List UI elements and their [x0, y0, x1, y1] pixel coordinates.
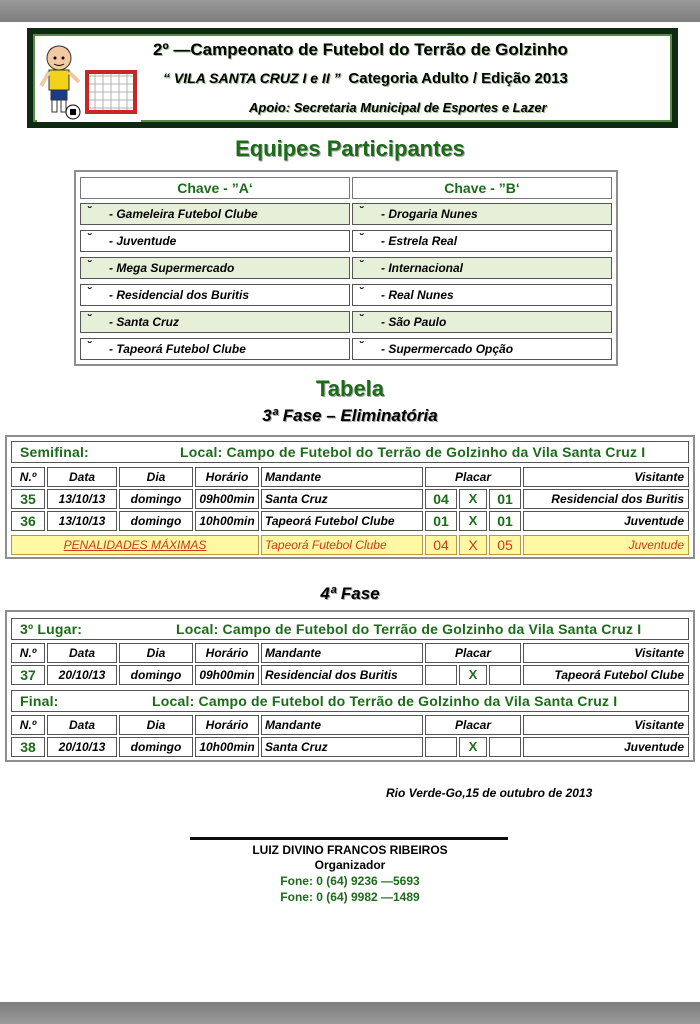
- col-num-header: N.º: [11, 643, 45, 663]
- col-score-header: Placar: [425, 467, 521, 487]
- penalties-home: Tapeorá Futebol Clube: [261, 535, 423, 555]
- team-name: - Supermercado Opção: [381, 342, 514, 356]
- championship-subtitle: [163, 70, 568, 87]
- team-cell-a: [80, 230, 350, 252]
- team-cell-a: [80, 311, 350, 333]
- team-cell-b: [352, 230, 612, 252]
- teams-title: Equipes Participantes: [235, 136, 465, 161]
- group-a-header: Chave - ”A‘: [80, 177, 350, 199]
- match-number: 35: [11, 489, 45, 509]
- team-cell-a: [80, 257, 350, 279]
- match-x: X: [459, 489, 487, 509]
- team-cell-b: [352, 284, 612, 306]
- match-time: 09h00min: [195, 489, 259, 509]
- phone-1: Fone: 0 (64) 9236 —5693: [280, 874, 420, 888]
- bullet-mark: ˘: [88, 285, 92, 299]
- col-home-header: Mandante: [261, 643, 423, 663]
- col-num-header: N.º: [11, 715, 45, 735]
- team-cell-b: [352, 311, 612, 333]
- team-name: - Juventude: [109, 234, 177, 248]
- match-date: 13/10/13: [47, 511, 117, 531]
- col-time-header: Horário: [195, 467, 259, 487]
- col-score-header: Placar: [425, 643, 521, 663]
- match-x: X: [459, 737, 487, 757]
- col-day-header: Dia: [119, 715, 193, 735]
- match-away-team: Residencial dos Buritis: [523, 489, 689, 509]
- bullet-mark: ˘: [88, 204, 92, 218]
- bullet-mark: ˘: [360, 258, 364, 272]
- bullet-mark: ˘: [360, 285, 364, 299]
- bullet-mark: ˘: [360, 231, 364, 245]
- team-cell-b: [352, 257, 612, 279]
- group-b-header: Chave - ”B‘: [352, 177, 612, 199]
- penalties-label: [11, 535, 259, 555]
- match-number: 38: [11, 737, 45, 757]
- col-score-header: Placar: [425, 715, 521, 735]
- teams-table: [74, 170, 618, 366]
- team-name: - Estrela Real: [381, 234, 458, 248]
- team-cell-a: [80, 203, 350, 225]
- col-num-header: N.º: [11, 467, 45, 487]
- match-x: X: [459, 511, 487, 531]
- semifinal-bar: [11, 441, 689, 463]
- team-cell-a: [80, 284, 350, 306]
- match-home-team: Tapeorá Futebol Clube: [261, 511, 423, 531]
- col-away-header: Visitante: [523, 643, 689, 663]
- col-away-header: Visitante: [523, 715, 689, 735]
- semifinal-venue: Local: Campo de Futebol do Terrão de Golzinho da Vila Santa Cruz I: [180, 444, 646, 460]
- signer-role: Organizador: [314, 858, 386, 872]
- match-score-home: [425, 665, 457, 685]
- match-away-team: Juventude: [523, 737, 689, 757]
- match-score-away: 01: [489, 489, 521, 509]
- match-number: 37: [11, 665, 45, 685]
- match-date: 20/10/13: [47, 665, 117, 685]
- final-venue: Local: Campo de Futebol do Terrão de Golzinho da Vila Santa Cruz I: [152, 693, 618, 709]
- match-score-home: [425, 737, 457, 757]
- signature-line: [190, 837, 508, 840]
- match-time: 09h00min: [195, 665, 259, 685]
- bottom-border-bar: [0, 1002, 700, 1024]
- header-banner: [27, 28, 678, 128]
- col-day-header: Dia: [119, 467, 193, 487]
- final-label: Final:: [20, 693, 59, 709]
- match-score-away: 01: [489, 511, 521, 531]
- match-score-home: 01: [425, 511, 457, 531]
- match-day: domingo: [119, 665, 193, 685]
- penalties-score-away: 05: [489, 535, 521, 555]
- match-day: domingo: [119, 737, 193, 757]
- place-date: Rio Verde-Go,15 de outubro de 2013: [386, 786, 593, 800]
- match-date: 20/10/13: [47, 737, 117, 757]
- match-home-team: Santa Cruz: [261, 489, 423, 509]
- bullet-mark: ˘: [88, 258, 92, 272]
- sponsor-line: Apoio: Secretaria Municipal de Esportes e Lazer: [249, 100, 547, 115]
- match-away-team: Juventude: [523, 511, 689, 531]
- penalties-x: X: [459, 535, 487, 555]
- third-place-label: 3º Lugar:: [20, 621, 83, 637]
- signer-name: LUIZ DIVINO FRANCOS RIBEIROS: [252, 843, 448, 857]
- phase4-title: 4ª Fase: [320, 584, 380, 603]
- final-bar: [11, 690, 689, 712]
- penalties-score-home: 04: [425, 535, 457, 555]
- bullet-mark: ˘: [360, 204, 364, 218]
- col-date-header: Data: [47, 715, 117, 735]
- championship-title: 2º —Campeonato de Futebol do Terrão de Golzinho: [153, 40, 568, 59]
- match-score-home: 04: [425, 489, 457, 509]
- match-date: 13/10/13: [47, 489, 117, 509]
- col-time-header: Horário: [195, 715, 259, 735]
- phase4-box: [5, 610, 695, 762]
- team-name: - São Paulo: [381, 315, 447, 329]
- third-place-bar: [11, 618, 689, 640]
- col-day-header: Dia: [119, 643, 193, 663]
- match-day: domingo: [119, 511, 193, 531]
- team-cell-b: [352, 203, 612, 225]
- team-name: - Gameleira Futebol Clube: [109, 207, 258, 221]
- col-date-header: Data: [47, 467, 117, 487]
- semifinal-box: [5, 435, 695, 559]
- match-away-team: Tapeorá Futebol Clube: [523, 665, 689, 685]
- phone-2: Fone: 0 (64) 9982 —1489: [280, 890, 420, 904]
- third-place-venue: Local: Campo de Futebol do Terrão de Golzinho da Vila Santa Cruz I: [176, 621, 642, 637]
- bullet-mark: ˘: [88, 312, 92, 326]
- soccer-player-mascot-icon: [37, 38, 141, 122]
- match-score-away: [489, 737, 521, 757]
- team-name: - Drogaria Nunes: [381, 207, 478, 221]
- match-home-team: Residencial dos Buritis: [261, 665, 423, 685]
- team-cell-b: [352, 338, 612, 360]
- match-score-away: [489, 665, 521, 685]
- subtitle-village: “ VILA SANTA CRUZ I e II ”: [163, 70, 341, 86]
- phase3-title: 3ª Fase – Eliminatória: [262, 406, 438, 425]
- penalties-label-text: PENALIDADES MÁXIMAS: [63, 538, 207, 552]
- bullet-mark: ˘: [88, 339, 92, 353]
- bullet-mark: ˘: [360, 312, 364, 326]
- semifinal-label: Semifinal:: [20, 444, 89, 460]
- match-day: domingo: [119, 489, 193, 509]
- col-date-header: Data: [47, 643, 117, 663]
- tabela-title: Tabela: [315, 376, 385, 401]
- team-name: - Tapeorá Futebol Clube: [109, 342, 246, 356]
- team-name: - Mega Supermercado: [109, 261, 235, 275]
- bullet-mark: ˘: [360, 339, 364, 353]
- match-number: 36: [11, 511, 45, 531]
- team-name: - Santa Cruz: [109, 315, 180, 329]
- col-home-header: Mandante: [261, 467, 423, 487]
- subtitle-category: Categoria Adulto / Edição 2013: [348, 70, 568, 87]
- bullet-mark: ˘: [88, 231, 92, 245]
- match-x: X: [459, 665, 487, 685]
- match-home-team: Santa Cruz: [261, 737, 423, 757]
- top-border-bar: [0, 0, 700, 22]
- team-name: - Real Nunes: [381, 288, 454, 302]
- col-away-header: Visitante: [523, 467, 689, 487]
- match-time: 10h00min: [195, 737, 259, 757]
- match-time: 10h00min: [195, 511, 259, 531]
- team-cell-a: [80, 338, 350, 360]
- col-home-header: Mandante: [261, 715, 423, 735]
- team-name: - Internacional: [381, 261, 464, 275]
- col-time-header: Horário: [195, 643, 259, 663]
- team-name: - Residencial dos Buritis: [109, 288, 250, 302]
- penalties-away: Juventude: [523, 535, 689, 555]
